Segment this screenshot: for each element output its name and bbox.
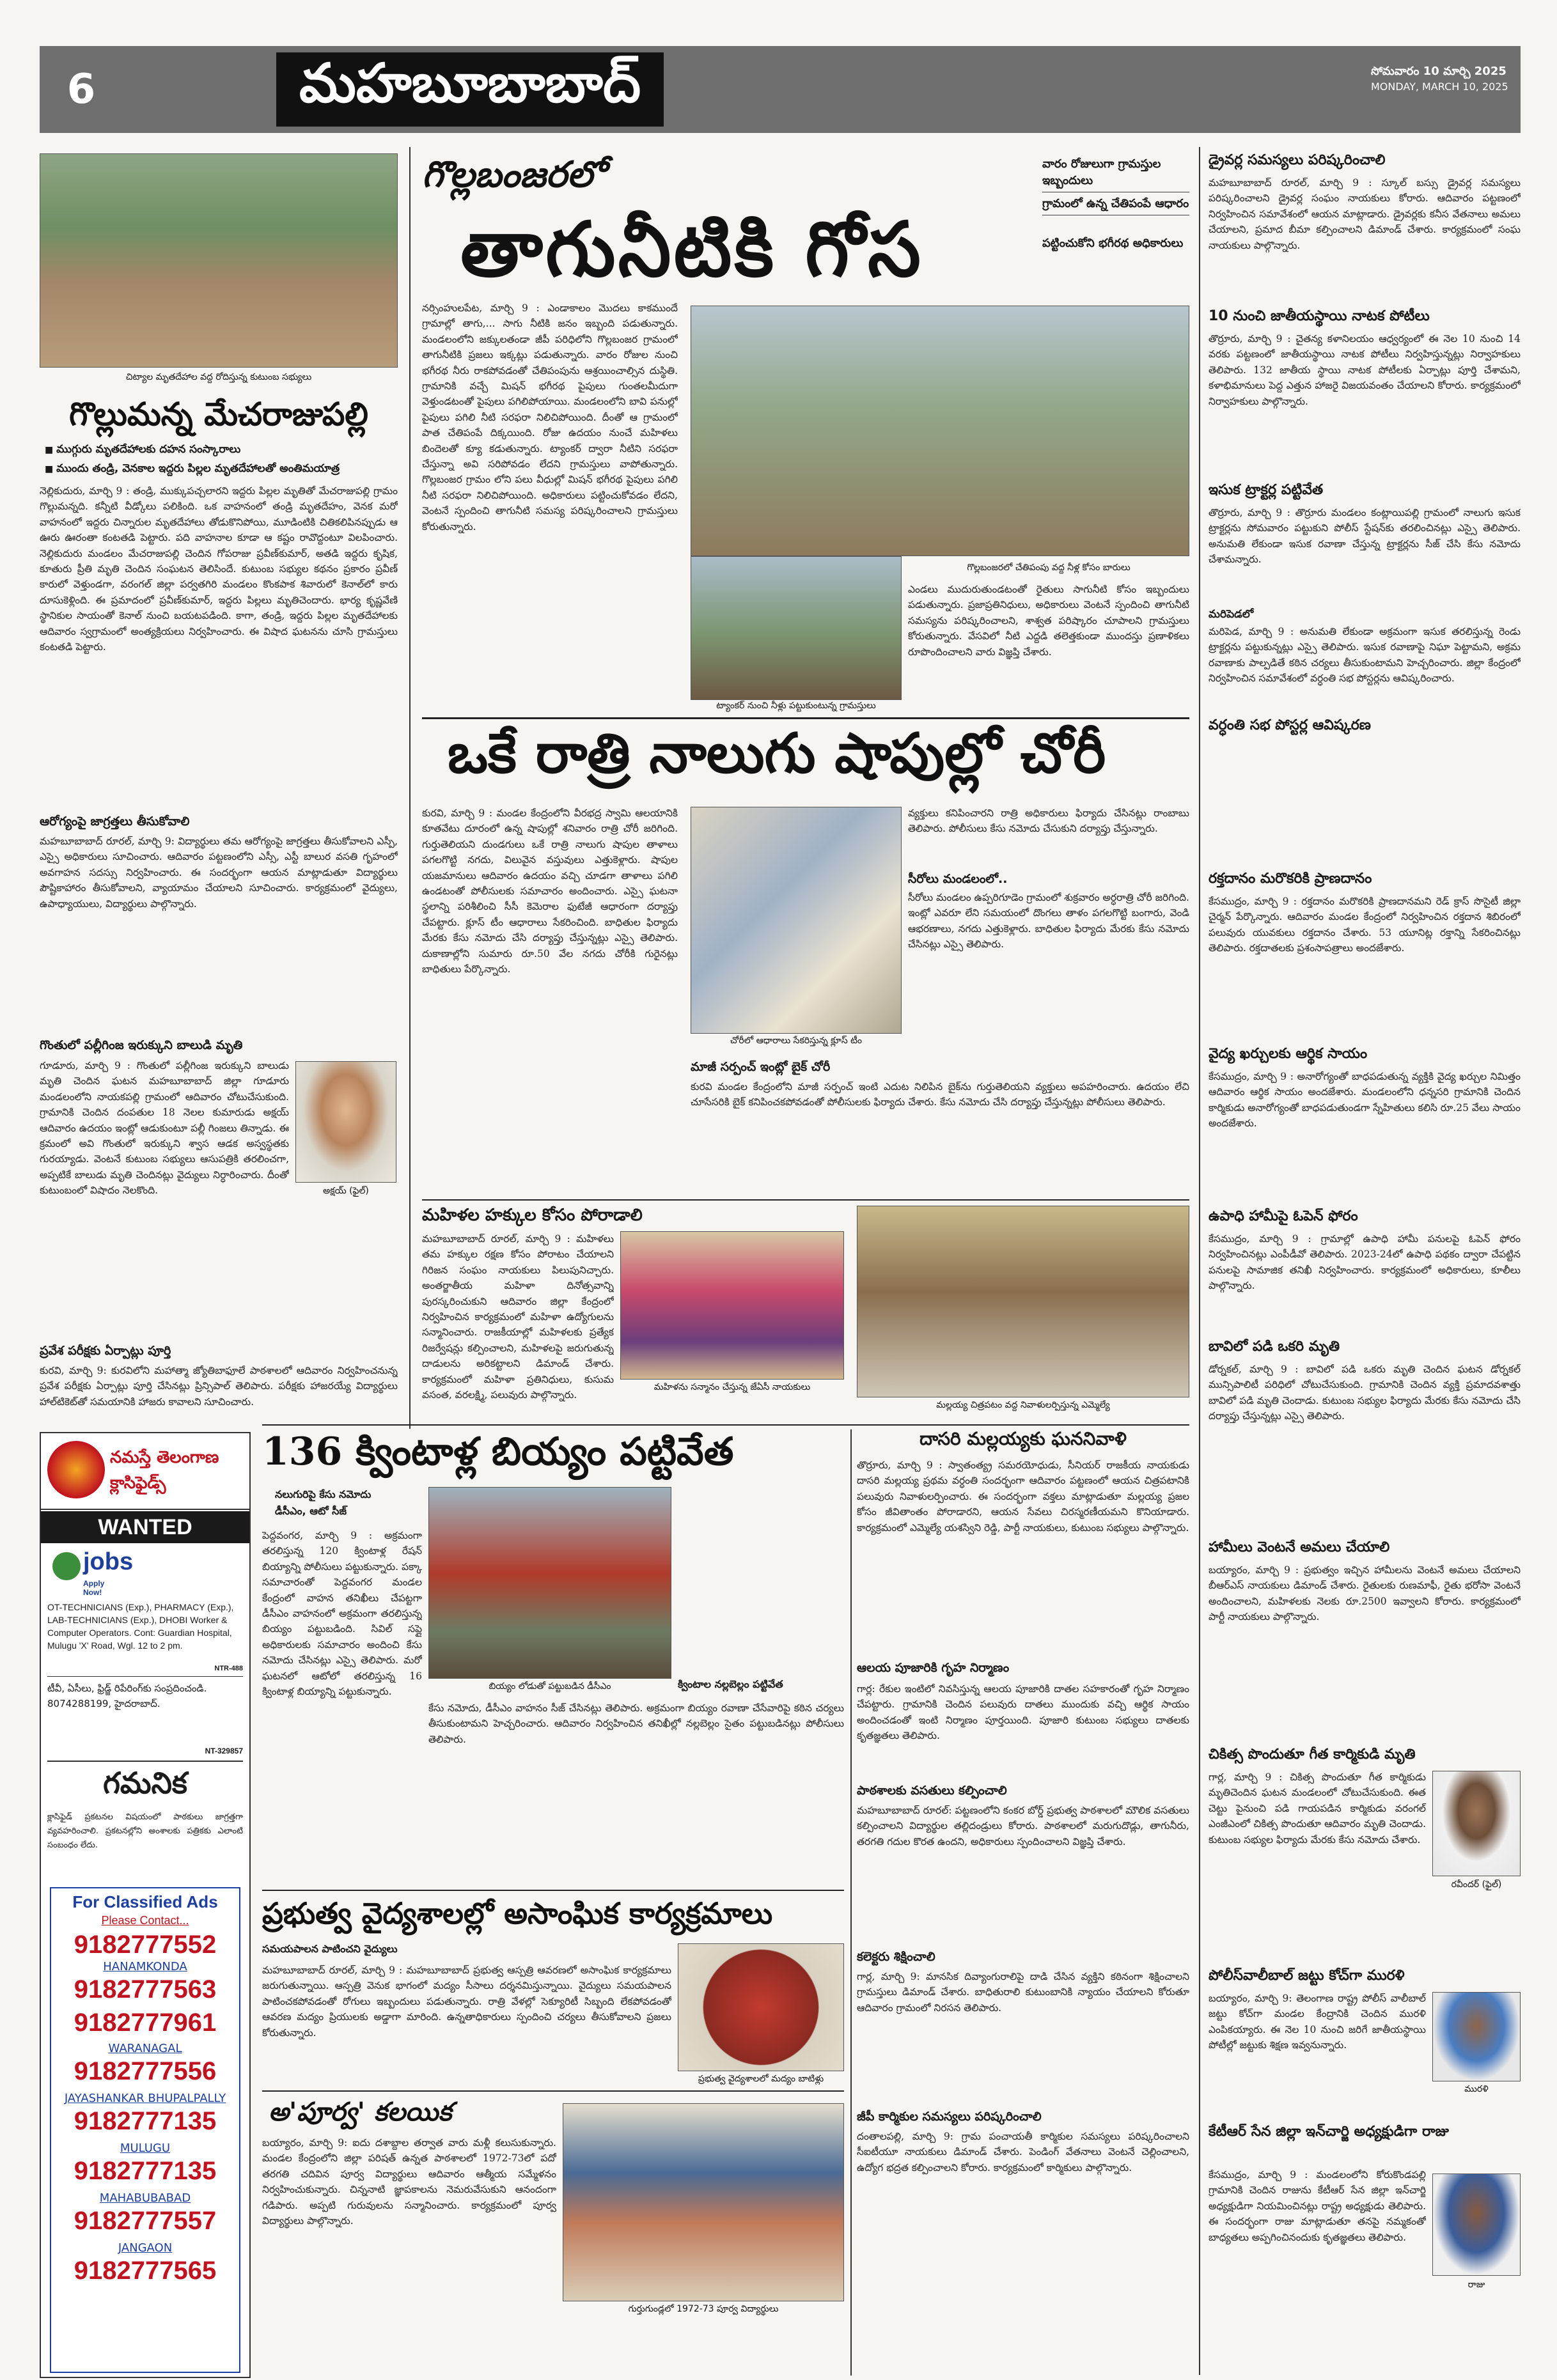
contact-box <box>50 1887 240 2373</box>
rice-body-continued: కేసు నమోదు, డీసీఎం వాహనం సీజ్ చేసినట్లు తెలిపారు. అక్రమంగా బియ్యం రవాణా చేసేవారిపై కఠిన చర్యలు తీసుకుంటామని హెచ్చరించారు. ఆదివారం నిర్వహించిన తనిఖీల్లో నల్లబెల్లం సైతం పట్టుబడినట్లు పోలీసులు తెలిపారు. <box>428 1702 844 1745</box>
employment-forum-body: కేసముద్రం, మార్చి 9 : గ్రామాల్లో ఉపాధి హామీ పనులపై ఓపెన్ ఫోరం నిర్వహించినట్లు ఎంపీడీవో తెలిపారు. 2023-24లో ఉపాధి పథకం ద్వారా చేపట్టిన పనులపై సామాజిక తనిఖీ నిర్వహించారు. కార్యక్రమంలో అధికారులు, కూలీలు పాల్గొన్నారు. <box>1209 1233 1521 1292</box>
lead-body: నర్సింహులపేట, మార్చి 9 : ఎండాకాలం మొదలు కాకముందే గ్రామాల్లో తాగు,... సాగు నీటికి జనం ఇబ్బంది పడుతున్నారు. మండలంలోని జక్కులతండా జీపీ పరిధిలోని గొల్లబంజర గ్రామంలో తాగునీటికి ప్రజలు ఇక్కట్లు పడుతున్నారు. వారం రోజుల నుంచి భగీరథ నీరు రాకపోవడంతో చేతిపంపును ఆశ్రయించాల్సిన దుస్థితి. గ్రామానికి వచ్చే మిషన్ భగీరథ పైపులు గుంతలమీదుగా వెళ్తుండటంతో పైపులు పగిలిపోయాయి. మండలంలోని బావి పనుల్లో పైపులు పగిలి నీటి సరఫరా నిలిచిపోయింది. దీంతో ఆ గ్రామంలో పాత చేతిపంపే దిక్కయింది. రోజు ఉదయం నుంచే మహిళలు బిందెలతో క్యూ కడుతున్నారు. ట్యాంకర్ ద్వారా నీటిని సరఫరా చేస్తున్నా అవి సరిపోవడం లేదని గ్రామస్తులు వాపోతున్నారు. గొల్లబంజర గ్రామం లోని పలు వీధుల్లో మిషన్ భగీరథ పైపులు పగిలి నీటి సరఫరా నిలిచిపోయింది. అధికారులు పట్టించుకోవడం లేదని, వెంటనే స్పందించి తాగునీటి సమస్య పరిష్కరించాలని గ్రామస్తులు కోరుతున్నారు. <box>422 302 678 533</box>
school-subhead: పాఠశాలకు వసతులు కల్పించాలి <box>857 1784 1007 1798</box>
rice-deck-1: నలుగురిపై కేసు నమోదు <box>275 1488 372 1500</box>
tribute-photo-caption: మల్లయ్య చిత్రపటం వద్ద నివాళులర్పిస్తున్న ఎమ్మెల్యే <box>936 1400 1110 1410</box>
well-death-headline: బావిలో పడి ఒకరి మృతి <box>1209 1339 1340 1355</box>
contact-phone[interactable]: 9182777557 <box>74 2207 217 2235</box>
medical-aid-headline: వైద్య ఖర్చులకు ఆర్థిక సాయం <box>1209 1046 1368 1062</box>
liquor-bottles-caption: ప్రభుత్వ వైద్యశాలలో మద్యం బాటిళ్లు <box>698 2074 824 2084</box>
classifieds-panel <box>40 1432 251 2378</box>
date-telugu: సోమవారం 10 మార్చి 2025 <box>1371 65 1506 78</box>
jobs-word: jobs <box>83 1548 134 1575</box>
rice-headline: 136 క్వింటాళ్ల బియ్యం పట్టివేత <box>262 1429 734 1474</box>
punish-subhead: కలెక్టరు శిక్షించాలి <box>857 1950 935 1964</box>
rice-body: పెద్దవంగర, మార్చి 9 : అక్రమంగా తరలిస్తున్న 120 క్వింటాళ్ల రేషన్ బియ్యాన్ని పోలీసులు పట్టుకున్నారు. పక్కా సమాచారంతో పెద్దవంగర మండల కేంద్రంలో వాహన తనిఖీలు చేపట్టగా డీసీఎం వాహనంలో అక్రమంగా తరలిస్తున్న బియ్యం పట్టుబడింది. సివిల్ సప్లై అధికారులకు సమాచారం అందించి కేసు నమోదు చేసినట్లు ఎస్సై తెలిపారు. మరో ఘటనలో ఆటోలో తరలిస్తున్న 16 క్వింటాళ్ల బియ్యాన్ని పట్టుకున్నారు. <box>262 1530 422 1698</box>
mecharajupalli-body: నెల్లికుదురు, మార్చి 9 : తండ్రి, ముక్కుపచ్చలారని ఇద్దరు పిల్లల మృతితో మేచరాజుపల్లి గ్రామం గొల్లుమన్నది. కన్నీటి వీడ్కోలు పలికింది. ఒక వాహనంలో తండ్రి మృతదేహం, వెనక మరో వాహనంలో ఇద్దరు చిన్నారుల మృతదేహాలు తోడుకొనిపోయి, మూడింటికి చితికలిపినప్పుడు ఆ ఊరు ఊరంతా కంటతడి పెట్టారు. పది వాహనాల కూడా ఆ కష్టం రావొద్దంటూ విలపించారు. నెల్లికుదురు మండలం మేచరాజుపల్లి చెందిన గోపరాజు ప్రవీణ్‌కుమార్, అతడి ఇద్దరు కృషిక, కూతురు ప్రీతి మృతి చెందిన సంఘటన తెలిసిందే. కుటుంబ సభ్యుల కథనం ప్రకారం ప్రవీణ్ కారులో వెళ్తుండగా, వరంగల్ జిల్లా పర్వతగిరి మండలం కొంకపాక శివారులో కెనాల్‌లో కారు దూసుకెళ్లింది. ఈ ప్రమాదంలో ప్రవీణ్‌కుమార్, ఇద్దరు పిల్లలు మృతిచెందారు. భార్య కృష్ణవేణి స్థానికుల సాయంతో కెనాల్ నుంచి బయటపడింది. కాగా, తండ్రి, ఇద్దరు పిల్లల మృతదేహాలకు ఆదివారం స్వగ్రామంలో అంత్యక్రియలు నిర్వహించారు. ఈ విషాద ఘటనను చూసి గ్రామస్తులు కంటతడి పెట్టారు. <box>40 485 398 653</box>
masthead <box>40 46 1521 133</box>
temple-subhead: ఆలయ పూజారికి గృహ నిర్మాణం <box>857 1661 1010 1675</box>
promises-headline: హామీలు వెంటనే అమలు చేయాలి <box>1209 1539 1390 1555</box>
classifieds-brand <box>41 1433 249 1510</box>
notice-title: గమనిక <box>103 1766 187 1800</box>
child-death-body: గూడూరు, మార్చి 9 : గొంతులో పల్లీగింజ ఇరుక్కుని బాలుడు మృతి చెందిన ఘటన మహబూబాబాద్ జిల్లా గూడూరు మండలంలోని నాయకపల్లి గ్రామంలో ఆదివారం చోటుచేసుకుంది. గ్రామానికి చెందిన దంపతుల 18 నెలల కుమారుడు అక్షయ్ ఆదివారం ఉదయం ఇంట్లో ఆడుకుంటూ పల్లీ గింజలు తిన్నాడు. ఈ క్రమంలో అవి గొంతులో ఇరుక్కుని శ్వాస ఆడక అస్వస్థతకు గురయ్యాడు. వెంటనే కుటుంబ సభ్యులు ఆసుపత్రికి తరలించగా, అప్పటికే బాలుడు మృతి చెందినట్లు వైద్యులు నిర్ధారించారు. దీంతో కుటుంబంలో విషాదం నెలకొంది. <box>40 1060 289 1197</box>
dasari-headline: దాసరి మల్లయ్యకు ఘననివాళి <box>919 1428 1127 1449</box>
repair-ad-code: NT-329857 <box>205 1746 243 1755</box>
blood-donation-headline: రక్తదానం మరొకరికి ప్రాణదానం <box>1209 871 1372 887</box>
mecharajupalli-bullet-2: ■ ముందు తండ్రి, వెనకాల ఇద్దరు పిల్లల మృతదేహాలతో అంతిమయాత్ర <box>45 460 396 478</box>
contact-city: MULUGU <box>120 2142 171 2155</box>
dasari-body: తొర్రూరు, మార్చి 9 : స్వాతంత్య్ర సమరయోధుడు, సీనియర్ రాజకీయ నాయకుడు దాసరి మల్లయ్య ప్రథమ వర్ధంతి సందర్భంగా ఆదివారం పట్టణంలో ఆయన చిత్రపటానికి పలువురు నివాళులర్పించారు. ఈ సందర్భంగా వక్తలు మాట్లాడుతూ మల్లయ్య ప్రజల కోసం జీవితాంతం పోరాడారని, ఆయన సేవలు చిరస్మరణీయమని కొనియాడారు. కార్యక్రమంలో ఎమ్మెల్యే యశస్విని రెడ్డి, పార్టీ నాయకులు, కుటుంబ సభ్యులు పాల్గొన్నారు. <box>857 1459 1189 1534</box>
alumni-headline: అ'పూర్వ' కలయిక <box>269 2097 452 2127</box>
notice-text: క్లాసిఫైడ్ ప్రకటనల విషయంలో పాఠకులు జాగ్రత్తగా వ్యవహరించాలి. ప్రకటనల్లోని అంశాలకు పత్రికకు ఎలాంటి సంబంధం లేదు. <box>47 1812 243 1850</box>
lead-deck-3: పట్టించుకోని భగీరథ అధికారులు <box>1042 237 1184 250</box>
raveender-caption: రవీందర్ (ఫైల్) <box>1451 1879 1502 1890</box>
page-number: 6 <box>40 46 123 133</box>
murali-photo <box>1432 1992 1521 2081</box>
classifieds-brand-name: నమస్తే తెలంగాణ క్లాసిఫైడ్స్ <box>110 1448 219 1493</box>
child-photo <box>295 1061 396 1183</box>
alumni-photo <box>563 2103 844 2301</box>
district-band <box>123 46 1521 133</box>
alumni-photo-caption: గుర్తుగుండ్లలో 1972-73 పూర్వ విద్యార్థులు <box>628 2304 779 2314</box>
clues-team-photo <box>691 807 902 1034</box>
mecharajupalli-bullet-1: ■ ముగ్గురు మృతదేహాలకు దహన సంస్కారాలు <box>45 441 396 458</box>
theft-body-continued: వ్యక్తులు కనిపించారని రాత్రి అధికారులు ఫిర్యాదు చేసినట్లు రాంబాబు తెలిపారు. పోలీసులు కేసు నమోదు చేసుకుని దర్యాప్తు చేస్తున్నారు. <box>908 807 1189 835</box>
contact-city: HANAMKONDA <box>103 1960 187 1973</box>
district-title: మహబూబాబాద్ <box>276 52 664 127</box>
maripeda-subhead: మరిపెడలో <box>1209 608 1254 621</box>
raju-caption: రాజు <box>1467 2280 1485 2290</box>
bike-theft-body: కురవి మండల కేంద్రంలోని మాజీ సర్పంచ్ ఇంటి ఎదుట నిలిపిన బైక్‌ను గుర్తుతెలియని వ్యక్తులు అపహరించారు. ఉదయం లేచి చూసేసరికి బైక్ కనిపించకపోవడంతో పోలీసులకు ఫిర్యాదు చేశారు. కేసు నమోదు చేసి దర్యాప్తు చేస్తున్నట్లు పోలీసులు తెలిపారు. <box>691 1081 1189 1108</box>
hospital-body: మహబూబాబాద్ రూరల్, మార్చి 9 : మహబూబాబాద్ ప్రభుత్వ ఆస్పత్రి ఆవరణలో అసాంఘిక కార్యక్రమాలు జరుగుతున్నాయి. ఆస్పత్రి వెనుక భాగంలో మద్యం సీసాలు దర్శనమిస్తున్నాయి. వైద్యులు సమయపాలన పాటించకపోవడంతో రోగులు ఇబ్బందులు పడుతున్నారు. రాత్రి వేళల్లో సెక్యూరిటీ సిబ్బంది లేకపోవడంతో ఆవరణ మద్యం ప్రియులకు అడ్డాగా మారింది. ఉన్నతాధికారులు స్పందించి చర్యలు తీసుకోవాలని ప్రజలు కోరుతున్నారు. <box>262 1964 671 2039</box>
exam-body: కురవి, మార్చి 9: కురవిలోని మహాత్మా జ్యోతిబాఫూలే పాఠశాలలో ఆదివారం నిర్వహించనున్న ప్రవేశ పరీక్షకు ఏర్పాట్లు పూర్తి చేసినట్లు ప్రిన్సిపాల్ తెలిపారు. పరీక్షకు హాజరయ్యే విద్యార్థులు హాల్‌టికెట్‌తో సమయానికి హాజరు కావాలని సూచించారు. <box>40 1365 398 1408</box>
child-death-subhead: గొంతులో పల్లీగింజ ఇరుక్కుని బాలుడి మృతి <box>40 1038 243 1052</box>
lead-deck-2: గ్రామంలో ఉన్న చేతిపంపే ఆధారం <box>1042 196 1189 215</box>
contact-subtitle: Please Contact... <box>101 1914 189 1927</box>
health-subhead: ఆరోగ్యంపై జాగ్రత్తలు తీసుకోవాలి <box>40 814 190 828</box>
punish-body: గార్ల, మార్చి 9: మానసిక దివ్యాంగురాలిపై దాడి చేసిన వ్యక్తిని కఠినంగా శిక్షించాలని గ్రామస్తులు డిమాండ్ చేశారు. బాధితురాలి కుటుంబానికి న్యాయం చేయాలని కోరుతూ ఆదివారం గ్రామంలో నిరసన తెలిపారు. <box>857 1971 1189 2014</box>
drama-headline: 10 నుంచి జాతీయస్థాయి నాటక పోటీలు <box>1209 308 1430 324</box>
column-rule <box>1199 147 1200 2375</box>
wanted-banner: WANTED <box>41 1511 249 1543</box>
bike-theft-subhead: మాజీ సర్పంచ్ ఇంట్లో బైక్ చోరీ <box>691 1060 831 1074</box>
handpump-photo <box>691 306 1189 556</box>
posters-headline: వర్ధంతి సభ పోస్టర్ల ఆవిష్కరణ <box>1209 717 1371 733</box>
theft-divider <box>422 1199 1189 1201</box>
funeral-photo-caption: చిట్యాల మృతదేహాల వద్ద రోదిస్తున్న కుటుంబ సభ్యులు <box>125 372 312 382</box>
contact-phone[interactable]: 9182777552 <box>74 1931 217 1959</box>
theft-village-subhead: సీరోలు మండలంలో.. <box>908 872 1008 886</box>
apply-now: Apply Now! <box>83 1579 105 1597</box>
tanker-photo-caption: ట్యాంకర్ నుంచి నీళ్లు పట్టుకుంటున్న గ్రామస్తులు <box>716 701 876 711</box>
contact-phone[interactable]: 9182777556 <box>74 2057 217 2085</box>
mecharajupalli-headline: గొల్లుమన్న మేచరాజుపల్లి <box>69 395 368 433</box>
contact-phone[interactable]: 9182777565 <box>74 2257 217 2285</box>
well-death-body: డోర్నకల్, మార్చి 9 : బావిలో పడి ఒకరు మృతి చెందిన ఘటన డోర్నకల్ మున్సిపాలిటీ పరిధిలో చోటుచేసుకుంది. గ్రామానికి చెందిన వ్యక్తి ప్రమాదవశాత్తు బావిలో పడి మృతి చెందాడు. కుటుంబ సభ్యుల ఫిర్యాదు మేరకు కేసు నమోదు చేసి దర్యాప్తు చేస్తున్నట్లు ఎస్సై తెలిపారు. <box>1209 1364 1521 1422</box>
contact-phone[interactable]: 9182777961 <box>74 2009 217 2037</box>
sand-body: తొర్రూరు, మార్చి 9 : తొర్రూరు మండలం కంట్లాయిపల్లి గ్రామంలో నాలుగు ఇసుక ట్రాక్టర్లను సోమవారం పట్టుకుని పోలీస్ స్టేషన్‌కు తరలించినట్లు ఎస్సై తెలిపారు. అనుమతి లేకుండా ఇసుక రవాణా చేస్తున్న ట్రాక్టర్లను సీజ్ చేసి కేసు నమోదు చేశామన్నారు. <box>1209 507 1521 566</box>
theft-body: కురవి, మార్చి 9 : మండల కేంద్రంలోని వీరభద్ర స్వామి ఆలయానికి కూతవేటు దూరంలో ఉన్న షాపుల్లో శనివారం రాత్రి చోరీ జరిగింది. గుర్తుతెలియని దుండగులు ఒకే రాత్రి నాలుగు షాపుల తాళాలు పగలగొట్టి నగదు, విలువైన వస్తువులు ఎత్తుకెళ్లారు. షాపుల యజమానులు ఆదివారం ఉదయం వచ్చి చూడగా తాళాలు పగిలి ఉండటంతో పోలీసులకు సమాచారం అందించారు. ఎస్సై ఘటనా స్థలాన్ని పరిశీలించి సీసీ కెమెరాల ఫుటేజీ ఆధారంగా దర్యాప్తు చేపట్టారు. క్లూస్ టీం ఆధారాలు సేకరించింది. బాధితుల ఫిర్యాదు మేరకు కేసు నమోదు చేసి దర్యాప్తు చేస్తున్నట్లు ఎస్సై తెలిపారు. దుకాణాల్లోని సుమారు రూ.50 వేల నగదు చోరీకి గురైనట్లు బాధితులు పేర్కొన్నారు. <box>422 807 678 976</box>
women-headline: మహిళల హక్కుల కోసం పోరాడాలి <box>422 1206 643 1225</box>
contact-city: WARANAGAL <box>108 2042 182 2055</box>
health-body: మహబూబాబాద్ రూరల్, మార్చి 9: విద్యార్థులు తమ ఆరోగ్యంపై జాగ్రత్తలు తీసుకోవాలని ఎస్పీ, ఎస్సై అధికారులు సూచించారు. ఆదివారం పట్టణంలోని ఎస్సీ, ఎస్టీ బాలుర వసతి గృహంలో అవగాహన సదస్సు నిర్వహించారు. ఈ సందర్భంగా ఆయన మాట్లాడుతూ విద్యార్థులు పౌష్టికాహారం తీసుకోవాలని, వ్యాయామం చేయాలని సూచించారు. కార్యక్రమంలో వైద్యులు, ఉపాధ్యాయులు, విద్యార్థులు పాల్గొన్నారు. <box>40 836 398 910</box>
repair-ad-text: టీవీ, ఏసీలు, ఫ్రిడ్జ్ రిపేరింగ్‌కు సంప్రదించండి. 8074288199, హైదరాబాద్. <box>47 1676 243 1711</box>
ktr-sena-body: కేసముద్రం, మార్చి 9 : మండలంలోని కోరుకొండపల్లి గ్రామానికి చెందిన రాజును కేటీఆర్ సేన జిల్లా ఇన్‌చార్జి అధ్యక్షుడిగా నియమించినట్లు రాష్ట్ర అధ్యక్షుడు తెలిపారు. ఈ సందర్భంగా రాజు మాట్లాడుతూ తనపై నమ్మకంతో బాధ్యతలు అప్పగించినందుకు కృతజ్ఞతలు తెలిపారు. <box>1209 2169 1426 2243</box>
classifieds-divider <box>47 1761 243 1762</box>
lead-deck-1: వారం రోజులుగా గ్రామస్తుల ఇబ్బందులు <box>1042 156 1189 192</box>
lead-headline: తాగునీటికి గోస <box>460 205 923 293</box>
rice-truck-caption: బియ్యం లోడుతో పట్టుబడిన డీసీఎం <box>489 1681 611 1692</box>
hospital-divider <box>262 2090 844 2092</box>
women-divider <box>262 1424 1189 1426</box>
column-rule <box>850 1429 852 2376</box>
sand-headline: ఇసుక ట్రాక్టర్ల పట్టివేత <box>1209 482 1324 498</box>
jobs-logo <box>52 1548 134 1597</box>
tanker-photo <box>691 556 902 700</box>
employment-forum-headline: ఉపాధి హామీపై ఓపెన్ ఫోరం <box>1209 1208 1358 1224</box>
clues-team-photo-caption: చోరీలో ఆధారాలు సేకరిస్తున్న క్లూస్ టీం <box>730 1036 863 1046</box>
alumni-body: బయ్యారం, మార్చి 9: ఐదు దశాబ్దాల తర్వాత వారు మళ్లీ కలుసుకున్నారు. మండల కేంద్రంలోని జిల్లా పరిషత్ ఉన్నత పాఠశాలలో 1972-73లో పదో తరగతి చదివిన పూర్వ విద్యార్థులు ఆదివారం ఆత్మీయ సమ్మేళనం నిర్వహించుకున్నారు. చిన్ననాటి జ్ఞాపకాలను నెమరువేసుకుని ఆనందంగా గడిపారు. అప్పటి గురువులను సన్మానించారు. కార్యక్రమంలో పూర్వ విద్యార్థులు పాల్గొన్నారు. <box>262 2137 556 2227</box>
exam-subhead: ప్రవేశ పరీక్షకు ఏర్పాట్లు పూర్తి <box>40 1344 171 1358</box>
date-english: MONDAY, MARCH 10, 2025 <box>1371 81 1508 93</box>
theft-village-body: సీరోలు మండలం ఉప్పరిగూడెం గ్రామంలో శుక్రవారం అర్ధరాత్రి చోరీ జరిగింది. ఇంట్లో ఎవరూ లేని సమయంలో దొంగలు తాళం పగలగొట్టి బంగారు, వెండి ఆభరణాలు, నగదు ఎత్తుకెళ్లారు. బాధితుల ఫిర్యాదు మేరకు కేసు నమోదు చేసినట్లు ఎస్సై తెలిపారు. <box>908 892 1189 951</box>
theft-headline: ఒకే రాత్రి నాలుగు షాపుల్లో చోరీ <box>448 721 1106 786</box>
raveender-photo <box>1432 1771 1521 1876</box>
job-ad-code: NTR-488 <box>214 1665 243 1672</box>
liquor-bottles-photo <box>678 1943 844 2071</box>
ktr-sena-headline: కేటీఆర్ సేన జిల్లా ఇన్‌చార్జి అధ్యక్షుడిగా రాజు <box>1209 2124 1449 2140</box>
gp-workers-body: దంతాలపల్లి, మార్చి 9: గ్రామ పంచాయతీ కార్మికుల సమస్యలు పరిష్కరించాలని సీఐటీయూ నాయకులు డిమాండ్ చేశారు. పెండింగ్ వేతనాలు వెంటనే చెల్లించాలని, ఉద్యోగ భద్రత కల్పించాలని కోరారు. కార్యక్రమంలో కార్మికులు పాల్గొన్నారు. <box>857 2131 1189 2174</box>
jobs-logo-icon <box>52 1552 81 1580</box>
contact-phone[interactable]: 9182777563 <box>74 1975 217 2003</box>
murali-caption: మురళి <box>1464 2084 1489 2094</box>
blood-donation-body: కేసముద్రం, మార్చి 9 : రక్తదానం మరొకరికి ప్రాణదానమని రెడ్ క్రాస్ సొసైటీ జిల్లా చైర్మన్ పేర్కొన్నారు. ఆదివారం మండల కేంద్రంలో నిర్వహించిన రక్తదాన శిబిరంలో పలువురు యువకులు రక్తదానం చేశారు. 53 యూనిట్ల రక్తాన్ని సేకరించినట్లు తెలిపారు. రక్తదాతలకు ప్రశంసాపత్రాలు అందజేశారు. <box>1209 896 1521 954</box>
lead-body-continued: ఎండలు ముదురుతుండటంతో రైతులు సాగునీటి కోసం ఇబ్బందులు పడుతున్నారు. ప్రజాప్రతినిధులు, అధికారులు వెంటనే స్పందించి తాగునీటి సమస్యను పరిష్కరించాలని, శాశ్వత పరిష్కారం చూపాలని గ్రామస్తులు కోరుతున్నారు. వేసవిలో నీటి ఎద్దడి తలెత్తకుండా ముందస్తు ప్రణాళికలు రూపొందించాలని వారు విజ్ఞప్తి చేశారు. <box>908 584 1189 658</box>
issue-date <box>1371 64 1512 95</box>
contact-city: MAHABUBABAD <box>99 2191 191 2205</box>
job-ad-text: OT-TECHNICIANS (Exp.), PHARMACY (Exp.), LAB-TECHNICIANS (Exp.), DHOBI Worker & Computer Operators. Cont: Guardian Hospital, Mulugu 'X' Road, Wgl. 12 to 2 pm. <box>47 1602 234 1651</box>
volleyball-headline: పోలీస్‌వాలీబాల్ జట్టు కోచ్‌గా మురళి <box>1209 1968 1405 1984</box>
toddy-tapper-headline: చికిత్స పొందుతూ గీత కార్మికుడి మృతి <box>1209 1746 1416 1762</box>
contact-city: JANGAON <box>118 2241 173 2255</box>
drama-body: తొర్రూరు, మార్చి 9 : చైతన్య కళానిలయం ఆధ్వర్యంలో ఈ నెల 10 నుంచి 14 వరకు పట్టణంలో జాతీయస్థాయి నాటక పోటీలు నిర్వహిస్తున్నట్లు నిర్వాహకులు తెలిపారు. 132 జాతీయ స్థాయి నాటక పోటీలకు ఏర్పాట్లు పూర్తి చేశామని, కళాభిమానులు పెద్ద ఎత్తున హాజరై విజయవంతం చేయాలని కోరారు. కార్యక్రమంలో నిర్వాహకులు పాల్గొన్నారు. <box>1209 333 1521 407</box>
drivers-body: మహబూబాబాద్ రూరల్, మార్చి 9 : స్కూల్ బస్సు డ్రైవర్ల సమస్యలు పరిష్కరించాలని డ్రైవర్ల సంఘం నాయకులు కోరారు. ఆదివారం పట్టణంలో నిర్వహించిన సమావేశంలో ఆయన మాట్లాడారు. డ్రైవర్లకు కనీస వేతనాలు అమలు చేయాలని, ప్రమాద బీమా కల్పించాలని డిమాండ్ చేశారు. కార్యక్రమంలో సంఘ నాయకులు పాల్గొన్నారు. <box>1209 177 1521 251</box>
brand-logo <box>47 1441 105 1498</box>
contact-title: For Classified Ads <box>72 1892 218 1911</box>
temple-body: గార్ల: రేకుల ఇంటిలో నివసిస్తున్న ఆలయ పూజారికి దాతల సహకారంతో గృహ నిర్మాణం చేపట్టారు. గ్రామానికి చెందిన పలువురు దాతలు ముందుకు వచ్చి ఆర్థిక సాయం అందించడంతో ఇంటి నిర్మాణం పూర్తయింది. పూజారి కుటుంబ సభ్యులు దాతలకు కృతజ్ఞతలు తెలిపారు. <box>857 1683 1189 1742</box>
lead-kicker: గొల్లబంజరలో <box>422 153 604 196</box>
rice-truck-photo <box>428 1487 671 1679</box>
hospital-deck: సమయపాలన పాటించని వైద్యులు <box>262 1943 398 1955</box>
rice-divider <box>262 1890 844 1891</box>
women-body: మహబూబాబాద్ రూరల్, మార్చి 9 : మహిళలు తమ హక్కుల రక్షణ కోసం పోరాటం చేయాలని గిరిజన సంఘం నాయకులు పిలుపునిచ్చారు. అంతర్జాతీయ మహిళా దినోత్సవాన్ని పురస్కరించుకుని ఆదివారం జిల్లా కేంద్రంలో నిర్వహించిన కార్యక్రమంలో మహిళా ఉద్యోగులను సన్మానించారు. రాజకీయాల్లో మహిళలకు ప్రత్యేక రిజర్వేషన్లు కల్పించాలని, మహిళలపై జరుగుతున్న దాడులను అరికట్టాలని డిమాండ్ చేశారు. కార్యక్రమంలో మహిళా ప్రతినిధులు, కుసుమ వసంత, వరలక్ష్మి, పలువురు పాల్గొన్నారు. <box>422 1233 614 1401</box>
funeral-photo <box>40 153 398 368</box>
tribute-photo <box>857 1206 1189 1397</box>
gp-workers-subhead: జీపీ కార్మికుల సమస్యలు పరిష్కరించాలి <box>857 2110 1042 2124</box>
contact-phone[interactable]: 9182777135 <box>74 2157 217 2185</box>
women-felicitation-photo <box>620 1231 844 1380</box>
school-body: మహబూబాబాద్ రూరల్: పట్టణంలోని కంకర బోర్డ్ ప్రభుత్వ పాఠశాలలో మౌలిక వసతులు కల్పించాలని విద్యార్థుల తల్లిదండ్రులు కోరారు. పాఠశాలలో మరుగుదొడ్లు, తాగునీరు, తరగతి గదుల కొరత ఉందని, అధికారులు స్పందించాలని విజ్ఞప్తి చేశారు. <box>857 1805 1189 1847</box>
jaggery-subhead: క్వింటాల నల్లబెల్లం పట్టివేత <box>678 1678 783 1690</box>
women-photo-caption: మహిళను సన్మానం చేస్తున్న జేఏసీ నాయకులు <box>653 1382 811 1392</box>
lead-divider <box>422 717 1189 719</box>
medical-aid-body: కేసముద్రం, మార్చి 9 : అనారోగ్యంతో బాధపడుతున్న వ్యక్తికి వైద్య ఖర్చుల నిమిత్తం ఆదివారం ఆర్థిక సాయం అందజేశారు. మండలంలోని ధన్నసరి గ్రామానికి చెందిన కార్మికుడు అనారోగ్యంతో బాధపడుతుండగా స్నేహితులు కలిసి రూ.25 వేలు సాయం అందజేశారు. <box>1209 1071 1521 1130</box>
handpump-photo-caption: గొల్లబంజరలో చేతిపంపు వద్ద నీళ్ల కోసం బారులు <box>967 563 1131 573</box>
column-rule <box>409 147 411 1429</box>
toddy-tapper-body: గార్ల, మార్చి 9 : చికిత్స పొందుతూ గీత కార్మికుడు మృతిచెందిన ఘటన మండలంలో చోటుచేసుకుంది. ఈత చెట్టు పైనుంచి పడి గాయపడిన కార్మికుడు వరంగల్ ఎంజీఎంలో చికిత్స పొందుతూ ఆదివారం మృతి చెందాడు. కుటుంబ సభ్యుల ఫిర్యాదు మేరకు కేసు నమోదు చేశారు. <box>1209 1771 1426 1846</box>
contact-phone[interactable]: 9182777135 <box>74 2107 217 2135</box>
raju-photo <box>1432 2174 1521 2276</box>
drivers-headline: డ్రైవర్ల సమస్యలు పరిష్కరించాలి <box>1209 152 1386 168</box>
contact-city: JAYASHANKAR BHUPALPALLY <box>64 2092 226 2105</box>
volleyball-body: బయ్యారం, మార్చి 9: తెలంగాణ రాష్ట్ర పోలీస్ వాలీబాల్ జట్టు కోచ్‌గా మండల కేంద్రానికి చెందిన మురళి ఎంపికయ్యారు. ఈ నెల 10 నుంచి జరిగే జాతీయస్థాయి పోటీల్లో జట్టుకు శిక్షణ ఇవ్వనున్నారు. <box>1209 1993 1426 2051</box>
rice-deck-2: డీసీఎం, ఆటో సీజ్ <box>275 1505 347 1517</box>
child-photo-caption: అక్షయ్ (ఫైల్) <box>323 1186 369 1196</box>
promises-body: బయ్యారం, మార్చి 9 : ప్రభుత్వం ఇచ్చిన హామీలను వెంటనే అమలు చేయాలని బీఆర్ఎస్ నాయకులు డిమాండ్ చేశారు. రైతులకు రుణమాఫీ, రైతు భరోసా వెంటనే అందించాలని, మహిళలకు నెలకు రూ.2500 ఇవ్వాలని కోరారు. కార్యక్రమంలో పార్టీ నాయకులు పాల్గొన్నారు. <box>1209 1564 1521 1623</box>
maripeda-body: మరిపెడ, మార్చి 9 : అనుమతి లేకుండా అక్రమంగా ఇసుక తరలిస్తున్న రెండు ట్రాక్టర్లను పట్టుకున్నట్లు ఎస్సై తెలిపారు. ఇసుక రవాణాపై నిఘా పెట్టామని, అక్రమ రవాణాకు పాల్పడితే కఠిన చర్యలు తీసుకుంటామని హెచ్చరించారు. జిల్లా కేంద్రంలో నిర్వహించిన సమావేశంలో వర్ధంతి సభ పోస్టర్లను ఆవిష్కరించారు. <box>1209 626 1521 685</box>
hospital-headline: ప్రభుత్వ వైద్యశాలల్లో అసాంఘిక కార్యక్రమాలు <box>262 1896 773 1931</box>
